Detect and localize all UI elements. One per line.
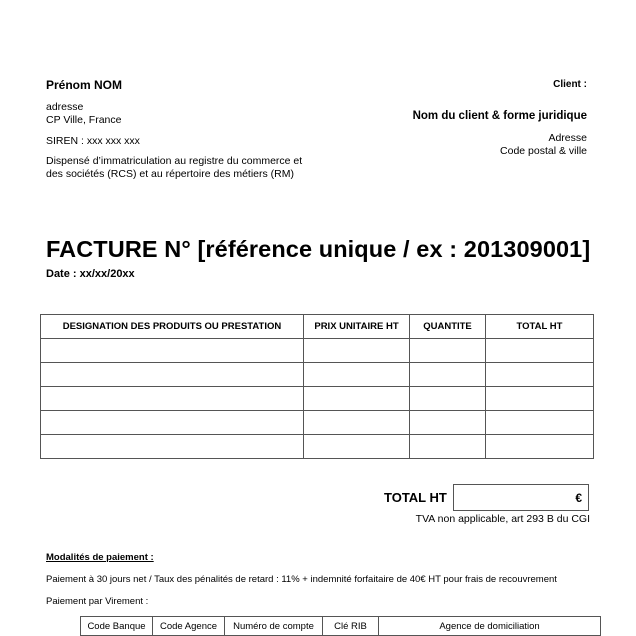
table-cell[interactable] <box>410 363 486 387</box>
bank-header-row <box>81 617 601 636</box>
payment-method: Paiement par Virement : <box>46 596 149 607</box>
table-cell[interactable] <box>304 387 410 411</box>
bank-header-bank-code: Code Banque <box>81 617 153 636</box>
total-ht-label: TOTAL HT <box>384 490 447 505</box>
table-row <box>41 363 594 387</box>
table-cell[interactable] <box>304 411 410 435</box>
bank-header-agency-code: Code Agence <box>153 617 225 636</box>
items-header-designation: DESIGNATION DES PRODUITS OU PRESTATION <box>41 315 304 339</box>
table-cell[interactable] <box>410 387 486 411</box>
table-cell[interactable] <box>304 363 410 387</box>
sender-siren: SIREN : xxx xxx xxx <box>46 135 140 147</box>
payment-heading: Modalités de paiement : <box>46 552 154 563</box>
sender-address-line1: adresse <box>46 101 84 113</box>
table-cell[interactable] <box>410 435 486 459</box>
table-cell[interactable] <box>41 339 304 363</box>
items-header-total: TOTAL HT <box>486 315 594 339</box>
table-cell[interactable] <box>486 339 594 363</box>
table-cell[interactable] <box>486 387 594 411</box>
table-cell[interactable] <box>41 411 304 435</box>
client-name: Nom du client & forme juridique <box>412 110 587 122</box>
bank-header-domiciliation: Agence de domiciliation <box>379 617 601 636</box>
bank-header-account-number: Numéro de compte <box>225 617 323 636</box>
client-address: Adresse <box>548 132 587 144</box>
table-cell[interactable] <box>304 435 410 459</box>
table-row <box>41 339 594 363</box>
table-cell[interactable] <box>486 363 594 387</box>
client-label: Client : <box>553 79 587 90</box>
items-header-unit-price: PRIX UNITAIRE HT <box>304 315 410 339</box>
table-cell[interactable] <box>410 411 486 435</box>
bank-details-table <box>80 616 601 636</box>
payment-terms: Paiement à 30 jours net / Taux des pénalités de retard : 11% + indemnité forfaitaire de 40€ HT pour frais de recouvrement <box>46 574 557 585</box>
client-postal: Code postal & ville <box>500 145 587 157</box>
table-row <box>41 435 594 459</box>
table-cell[interactable] <box>486 411 594 435</box>
items-table <box>40 314 594 459</box>
table-row <box>41 411 594 435</box>
table-cell[interactable] <box>41 363 304 387</box>
table-cell[interactable] <box>41 387 304 411</box>
bank-header-rib-key: Clé RIB <box>323 617 379 636</box>
table-cell[interactable] <box>304 339 410 363</box>
table-cell[interactable] <box>486 435 594 459</box>
invoice-title: FACTURE N° [référence unique / ex : 201309001] <box>46 236 591 262</box>
total-ht-value: € <box>575 491 582 505</box>
items-header-quantity: QUANTITE <box>410 315 486 339</box>
table-cell[interactable] <box>41 435 304 459</box>
sender-address-line2: CP Ville, France <box>46 114 122 126</box>
table-row <box>41 387 594 411</box>
tva-note: TVA non applicable, art 293 B du CGI <box>415 513 590 525</box>
sender-exemption-line2: des sociétés (RCS) et au répertoire des métiers (RM) <box>46 168 294 180</box>
invoice-date: Date : xx/xx/20xx <box>46 268 135 280</box>
total-ht-box[interactable] <box>453 484 589 511</box>
sender-name: Prénom NOM <box>46 78 123 92</box>
sender-exemption-line1: Dispensé d’immatriculation au registre du commerce et <box>46 155 303 167</box>
items-table-header-row <box>41 315 594 339</box>
table-cell[interactable] <box>410 339 486 363</box>
